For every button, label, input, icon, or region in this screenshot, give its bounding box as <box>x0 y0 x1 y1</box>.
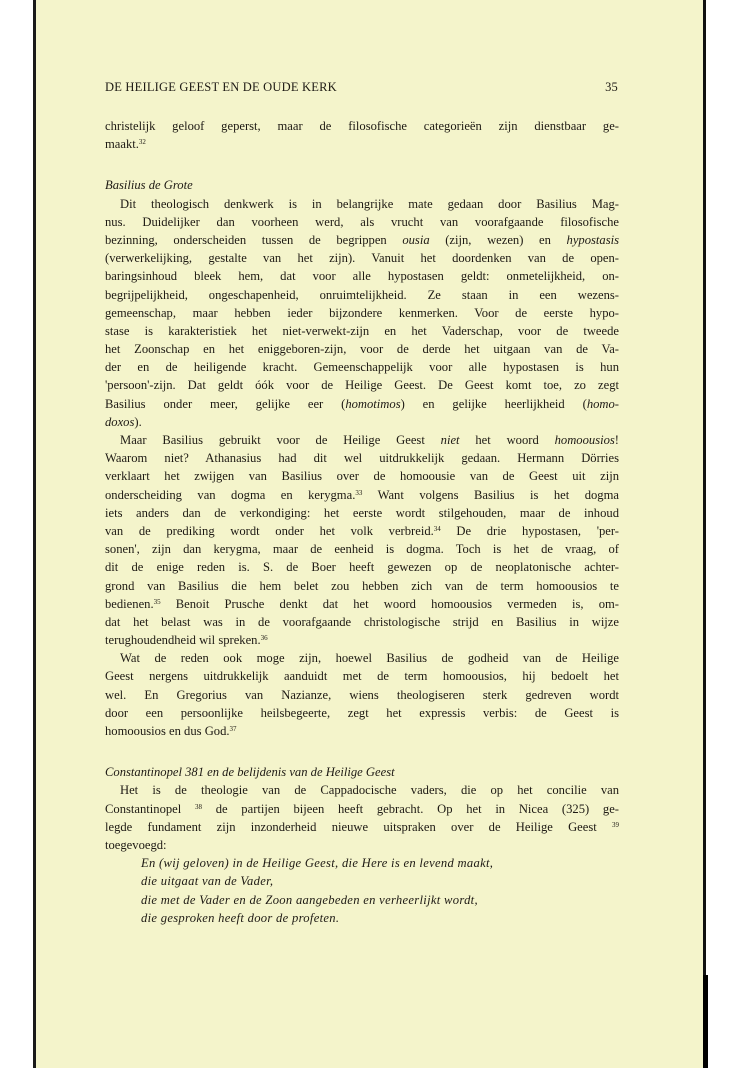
text-line: stase is karakteristiek het niet-verwekt-zijn en het Vaderschap, voor de tweede <box>105 323 619 338</box>
text-line: dat het belast was in de voorafgaande christologische strijd en Basilius in wijze <box>105 614 619 629</box>
section-heading-constantinopel: Constantinopel 381 en de belijdenis van de Heilige Geest <box>105 765 395 780</box>
text-line: Het is de theologie van de Cappadocische vaders, die op het concilie van <box>120 783 619 798</box>
text-line: der en de heiligende kracht. Gemeenschappelijk voor alle hypostasen is hun <box>105 360 619 375</box>
text-line: (verwerkelijking, gestalte van het zijn). Vanuit het doordenken van de open- <box>105 251 619 266</box>
section-heading-basilius: Basilius de Grote <box>105 178 193 193</box>
footnote-ref: 37 <box>229 725 237 733</box>
text-line: doxos). <box>105 414 142 429</box>
text-line: iets anders dan de verkondiging: het eerste wordt stilgehouden, maar de inhoud <box>105 505 619 520</box>
text-line: Constantinopel $^{38}$ de partijen bijeen heeft gebracht. Op het in Nicea (325) ge- <box>105 801 619 816</box>
text-line: gemeenschap, maar hebben ieder bijzondere kenmerken. Voor de eerste hypo- <box>105 305 619 320</box>
scan-edge-left <box>33 0 36 1068</box>
text-line: Basilius onder meer, gelijke eer (homotimos) en gelijke heerlijkheid (homo- <box>105 396 619 411</box>
text-line: bedienen.$^{35}$ Benoit Prusche denkt dat het woord homoousios vermeden is, om- <box>105 596 619 611</box>
text-line: Dit theologisch denkwerk is in belangrijke mate gedaan door Basilius Mag- <box>120 196 619 211</box>
text-line: maakt.$^{32}$ <box>105 137 146 152</box>
text-line: legde fundament zijn inzonderheid nieuwe uitspraken over de Heilige Geest $^{39}$ <box>105 819 619 834</box>
text-line: baringsinhoud bleek hem, dat voor alle hypostasen geldt: onmetelijkheid, on- <box>105 269 619 284</box>
text-line: 'persoon'-zijn. Dat geldt óók voor de Heilige Geest. De Geest komt toe, zo zegt <box>105 378 619 393</box>
text-line: het Zoonschap en het eniggeboren-zijn, voor de derde het uitgaan van de Va- <box>105 342 619 357</box>
text-line: Wat de reden ook moge zijn, hoewel Basilius de godheid van de Heilige <box>120 651 619 666</box>
body-text <box>105 117 619 927</box>
footnote-ref: 39 <box>612 820 619 829</box>
page-number: 35 <box>605 80 618 94</box>
running-header <box>105 80 618 98</box>
creed-quote-line: die met de Vader en de Zoon aangebeden en verheerlijkt wordt, <box>141 892 478 907</box>
scan-edge-right-bottom <box>703 975 708 1068</box>
text-line: Maar Basilius gebruikt voor de Heilige Geest niet het woord homoousios! <box>120 433 619 447</box>
text-line: wel. En Gregorius van Nazianze, wiens theologiseren sterk gedreven wordt <box>105 687 619 702</box>
footnote-ref: 36 <box>260 634 268 643</box>
running-title: DE HEILIGE GEEST EN DE OUDE KERK <box>105 80 337 94</box>
text-line: grond van Basilius die hem belet zou hebben zich van de term homoousios te <box>105 578 619 593</box>
text-line: homoousios en dus God.$^{37}$ <box>105 724 237 738</box>
text-line: verklaart het zwijgen van Basilius over de homoousie van de Geest uit zijn <box>105 469 619 484</box>
text-line: terughoudendheid wil spreken.$^{36}$ <box>105 633 268 648</box>
footnote-ref: 35 <box>153 597 161 606</box>
footnote-ref: 34 <box>433 524 441 533</box>
text-line: dit de enige reden is. S. de Boer heeft gewezen op de neoplatonische achter- <box>105 560 619 575</box>
text-line: nus. Duidelijker dan voorheen werd, als vrucht van voorafgaande filosofische <box>105 214 619 229</box>
creed-quote-line: En (wij geloven) in de Heilige Geest, die Here is en levend maakt, <box>141 856 494 871</box>
text-line: toegevoegd: <box>105 837 167 852</box>
creed-quote-line: die uitgaat van de Vader, <box>141 874 274 889</box>
text-line: Waarom niet? Athanasius had dit wel uitdrukkelijk gedaan. Hermann Dörries <box>105 451 619 466</box>
text-line: sonen', zijn dan kerygma, maar de eenheid is dogma. Toch is het de vraag, of <box>105 542 619 557</box>
creed-quote-line: die gesproken heeft door de profeten. <box>141 910 340 925</box>
text-line: begrijpelijkheid, ongeschapenheid, onruimtelijkheid. Ze staan in een wezens- <box>105 287 619 302</box>
text-line: onderscheiding van dogma en kerygma.$^{33}$ Want volgens Basilius is het dogma <box>105 487 619 502</box>
footnote-ref: 32 <box>138 138 146 147</box>
text-line: van de prediking wordt onder het volk verbreid.$^{34}$ De drie hypostasen, 'per- <box>105 523 619 538</box>
text-line: christelijk geloof geperst, maar de filosofische categorieën zijn dienstbaar ge- <box>105 119 619 133</box>
text-line: door een persoonlijke heilsbegeerte, zegt het expressis verbis: de Geest is <box>105 705 619 720</box>
footnote-ref: 38 <box>194 802 202 811</box>
text-line: bezinning, onderscheiden tussen de begrippen ousia (zijn, wezen) en hypostasis <box>105 232 620 247</box>
footnote-ref: 33 <box>355 488 363 497</box>
scan-edge-right <box>703 0 706 1068</box>
text-line: Geest nergens uitdrukkelijk aanduidt met de term homoousios, hij bedoelt het <box>105 669 619 684</box>
